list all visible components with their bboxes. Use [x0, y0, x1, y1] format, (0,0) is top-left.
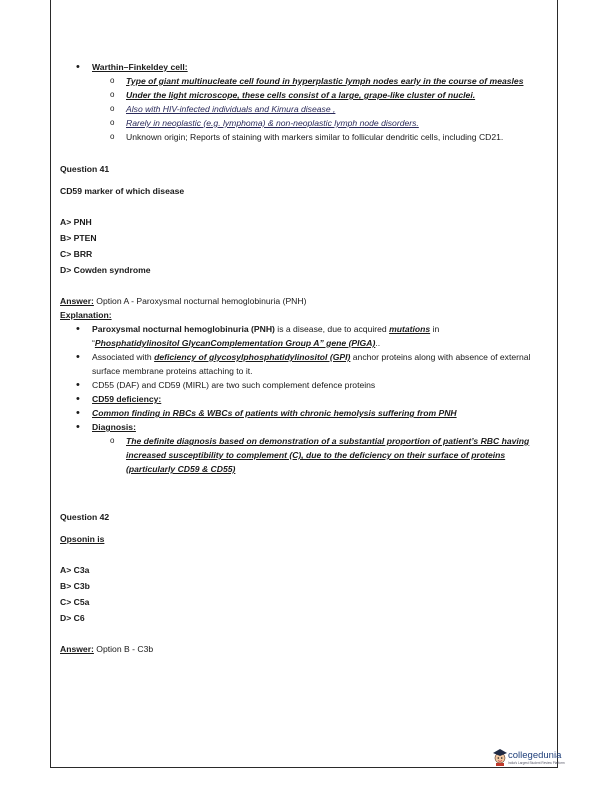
question-42-options	[60, 562, 552, 626]
answer-text: Option B - C3b	[93, 644, 154, 654]
option: A> PNH	[60, 217, 92, 227]
option: A> C3a	[60, 565, 90, 575]
warthin-section	[76, 60, 552, 144]
diagnosis-sublist	[110, 434, 552, 476]
warthin-item: o Under the light microscope, these cells consist of a large, grape-like cluster of nuclei.	[110, 88, 552, 102]
warthin-item[interactable]: o Also with HIV-infected individuals and Kimura disease ,	[110, 102, 552, 116]
question-41-options	[60, 214, 552, 278]
warthin-sublist	[110, 74, 552, 144]
collegedunia-logo[interactable]	[492, 748, 565, 772]
explanation-list	[76, 322, 552, 476]
question-41-text: CD59 marker of which disease	[60, 186, 185, 196]
answer-label: Answer:	[60, 296, 94, 306]
question-41-answer	[60, 294, 552, 308]
explanation-item: • Common finding in RBCs & WBCs of patients with chronic hemolysis suffering from PNH	[76, 406, 552, 420]
option: D> Cowden syndrome	[60, 265, 151, 275]
explanation-item: • Associated with deficiency of glycosylphosphatidylinositol (GPI) anchor proteins along with absence of external surface membrane proteins attaching to it.	[76, 350, 552, 378]
warthin-item[interactable]: o Rarely in neoplastic (e.g. lymphoma) & non-neoplastic lymph node disorders.	[110, 116, 552, 130]
answer-text: Option A - Paroxysmal nocturnal hemoglobinuria (PNH)	[93, 296, 307, 306]
option: C> C5a	[60, 597, 90, 607]
question-42-answer	[60, 642, 552, 656]
warthin-item: o Unknown origin; Reports of staining with markers similar to follicular dendritic cells, including CD21.	[110, 130, 552, 144]
explanation-item: • CD55 (DAF) and CD59 (MIRL) are two such complement defence proteins	[76, 378, 552, 392]
diagnosis-item: o The definite diagnosis based on demonstration of a substantial proportion of patient’s RBC having increased susceptibility to complement (C), due to the deficiency on their surface of proteins (particularly CD59 & CD55)	[110, 434, 552, 476]
question-42-text: Opsonin is	[60, 534, 105, 544]
logo-name: collegedunia	[508, 750, 562, 761]
question-42-title: Question 42	[60, 512, 110, 522]
option: B> PTEN	[60, 233, 97, 243]
question-41-title: Question 41	[60, 164, 110, 174]
document-body	[60, 60, 552, 656]
option: D> C6	[60, 613, 85, 623]
explanation-item: • Diagnosis: o The definite diagnosis based on demonstration of a substantial proportion of patient’s RBC having increased susceptibility to complement (C), due to the deficiency on their surface of proteins (particularly CD59 & CD55)	[76, 420, 552, 476]
explanation-label: Explanation:	[60, 310, 112, 320]
graduate-mascot-icon	[492, 748, 508, 766]
warthin-heading: Warthin–Finkeldey cell:	[92, 62, 188, 72]
explanation-item: • CD59 deficiency:	[76, 392, 552, 406]
explanation-item: • Paroxysmal nocturnal hemoglobinuria (PNH) is a disease, due to acquired mutations in “Phosphatidylinositol GlycanComplementation Group A” gene (PIGA)..	[76, 322, 552, 350]
answer-label: Answer:	[60, 644, 94, 654]
warthin-item: o Type of giant multinucleate cell found in hyperplastic lymph nodes early in the course of measles	[110, 74, 552, 88]
warthin-bullet	[76, 60, 552, 144]
option: B> C3b	[60, 581, 90, 591]
logo-tagline: India's Largest Student Review Platform	[508, 761, 565, 765]
option: C> BRR	[60, 249, 93, 259]
